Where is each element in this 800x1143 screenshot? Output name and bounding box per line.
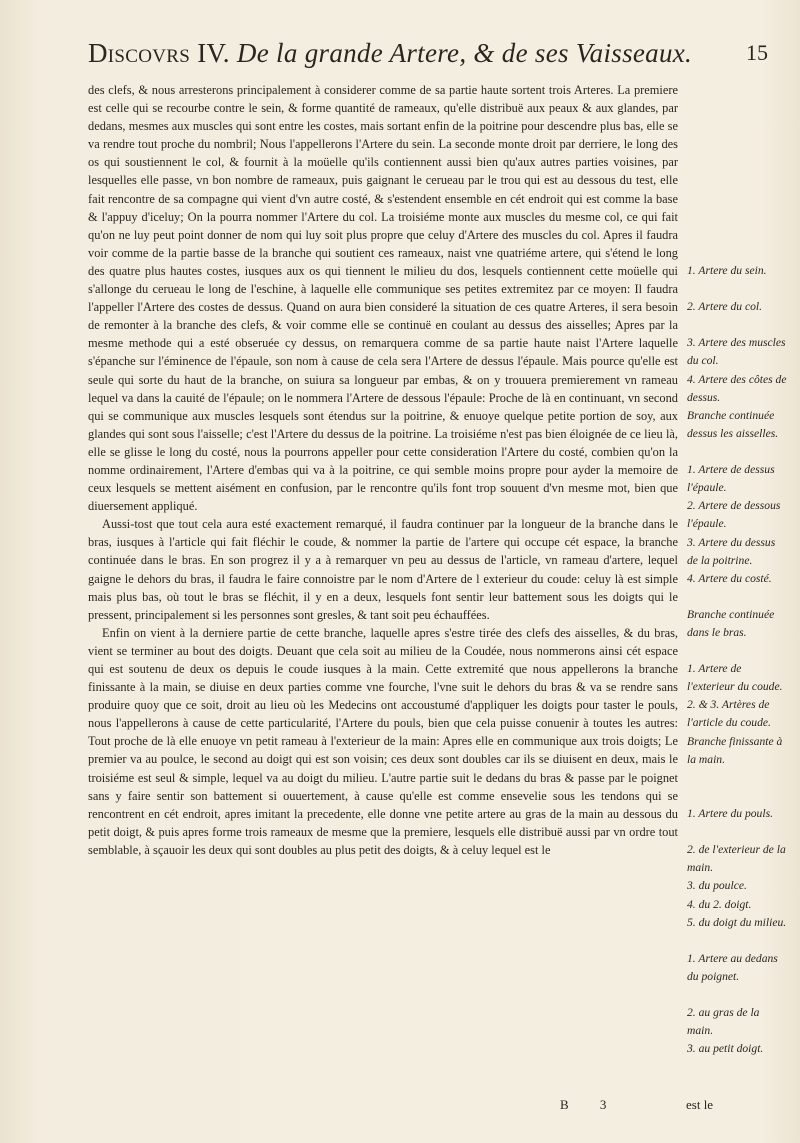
margin-note: 3. Artere des muscles du col. [687, 336, 786, 368]
running-head-roman: Discovrs IV. [88, 38, 230, 68]
running-head-italic: De la grande Artere, & de ses Vaisseaux. [236, 38, 693, 68]
margin-note: 1. Artere de l'exterieur du coude. [687, 662, 783, 694]
margin-note: 3. Artere du dessus de la poitrine. [687, 535, 776, 567]
margin-note: 1. Artere du sein. [687, 264, 767, 277]
margin-note: 3. du poulce. [687, 879, 747, 893]
margin-note: 1. Artere au dedans du poignet. [687, 951, 778, 983]
margin-note: 3. au petit doigt. [687, 1042, 764, 1056]
margin-note: Branche finissante à la main. [687, 734, 783, 766]
margin-note: Branche continuée dessus les aisselles. [687, 408, 779, 440]
catchword: est le [686, 1097, 714, 1112]
paragraph: des clefs, & nous arresterons principalement à considerer comme de sa partie haute sortent trois Arteres. La premiere est celle qui se recourbe contre le sein, & forme quantité de rameaux, qu'elle distribuë aux peaux & aux glandes, par dedans, mesmes aux muscles qui sont entre les costes, mais sortant enfin de la poitrine pour descendre plus bas, elle se va rendre tout proche du nombril; Nous l'appellerons l'Artere du sein. La seconde monte droit par derriere, le long des os qui soustiennent le col, & fournit à la moüelle qu'ils contiennent aussi bien qu'aux autres parties voisines, par lesquelles elle passe, vn bon nombre de rameaux, puis gaignant le cerueau par le trou qui est au dessous du test, elle fait rencontre de sa compagne qui vient d'vn autre costé, & s'estendent ensemble en cét endroit qui est comme la base & l'appuy d'iceluy; On la pourra nommer l'Artere du col. La troisiéme monte aux muscles du mesme col, ce qui fait qu'on ne luy peut point donner de nom qui luy soit plus propre que celuy d'Artere des muscles du col. Apres il faudra voir comme de la partie basse de la branche qui soutient ces rameaux, naist vne quatriéme artere, qui s'étend le long des quatre plus hautes costes, iusques aux os qui tiennent le milieu du dos, lesquels contiennent cette moüelle qui s'allonge du cerueau le long de l'eschine, à laquelle elle communique ses petites extremitez par ce moyen: Il faudra l'appeller l'Artere des costes de dessus. Quand on aura bien consideré la situation de ces quatre Arteres, il sera besoin de remonter à la branche des clefs, & voir comme elle se continuë en coulant au dessus des aisselles; Apres par la mesme methode qui a esté obseruée cy dessus, on remarquera comme de sa partie haute naist l'Artere laquelle s'épanche sur l'éminence de l'épaule, son nom à cause de cela sera l'Artere de dessus l'épaule. Mais pource qu'elle est seule qui sorte du haut de la branche, on suiura sa longueur par embas, & on y trouuera premierement vn rameau lequel va dans la cauité de l'épaule; on le nommera l'Artere de dessous l'épaule: Proche de là en continuant, vn second qui se communique aux muscles lesquels sont étendus sur la poitrine, & enuoye quelque petite portion de soy, aux glandes qui sont sous l'aisselle; c'est l'Artere du dessus de la poitrine. La troisiéme n'est pas bien éloignée de ce lieu là, elle se glisse le long du costé, nous la pourrons appeller pour cette consideration l'Artere du costé, combien qu'on la nomme ordinairement, l'Artere d'embas qui va à la poitrine, ce qui semble moins propre pour ayder la memoire de ceux lesquels se mettent aisément en confusion, par le rencontre qu'ils font trop souuent d'vn mesme mot, bien que diuersement appliqué. [88, 83, 678, 514]
margin-note: 2. Artere du col. [687, 300, 763, 314]
margin-note: Branche continuée dans le bras. [687, 607, 775, 639]
page-number: 15 [746, 40, 768, 65]
margin-note: 2. de l'exterieur de la main. [687, 843, 786, 875]
margin-note: 4. Artere des côtes de dessus. [687, 372, 787, 404]
margin-note: 2. & 3. Artères de l'article du coude. [687, 698, 771, 730]
margin-note: 4. Artere du costé. [687, 571, 772, 585]
paragraph: Enfin on vient à la derniere partie de cette branche, laquelle apres s'estre tirée des clefs des aisselles, & du bras, vient se terminer au bout des doigts. Deuant que cela soit au milieu de la Coudée, nous nommerons ainsi cét espace qui est soutenu de deux os depuis le coude iusques à la main. Cette extremité que nous appellerons la branche finissante à la main, se diuise en deux parties comme vne fourche, l'vne suit le dehors du bras & va se rendre sans produire quoy que ce soit, droit au lieu où les Medecins ont accoustumé d'appliquer les doigts pour taster le pouls, nous l'appellerons à cause de cette particularité, l'Artere du pouls, bien que cela puisse conuenir à toutes les autres: Tout proche de là elle enuoye vn petit rameau à l'exterieur de la main: Apres elle en communique aux trois doigts; Le premier va au poulce, le second au doigt qui est son voisin; ces deux sont doubles car ils se diuisent en deux, mais le troisiéme est seul & simple, lequel va au doigt du milieu. L'autre partie suit le dedans du bras & passe par le poignet sans y faire sentir son battement si ouuertement, à cause qu'elle est comme ensevelie sous les tendons qui se rencontrent en cét endroit, apres imitant la precedente, elle donne vne petite artere au gras de la main au dessous du petit doigt, & puis apres forme trois rameaux de mesme que la premiere, lesquels elle distribuë aussi par vn ordre tout semblable, à sçauoir les deux qui sont doubles au plus petit des doigts, & à celuy lequel est le [88, 625, 678, 857]
page-header [88, 38, 768, 78]
signature-mark: B 3 [560, 1097, 621, 1112]
margin-note: 2. au gras de la main. [687, 1006, 760, 1038]
margin-note: 5. du doigt du milieu. [687, 915, 787, 929]
paragraph: Aussi-tost que tout cela aura esté exactement remarqué, il faudra continuer par la longueur de la branche dans le bras, iusques à l'article qui fait fléchir le coude, & nommer la partie de l'artere qui occupe cét espace, la branche continuée dans le bras. En son progrez il y a à remarquer vn peu au dessus de l'article, vn rameau d'artere, lequel gaigne le dehors du bras, il faudra le faire connoistre par le nom d'Artere de l exterieur du coude: celuy là est simple mais plus bas, où tout le bras se fléchit, il y en a deux, lesquels font sentir leur battement sous les doigts qui le pressent, principalement si les personnes sont gresles, & tant soit peu échauffées. [88, 517, 678, 622]
margin-note: 4. du 2. doigt. [687, 897, 752, 911]
body-text [88, 81, 678, 859]
margin-note: 1. Artere du pouls. [687, 807, 773, 820]
running-head [88, 38, 692, 69]
margin-note: 2. Artere de dessous l'épaule. [687, 499, 781, 531]
margin-note: 1. Artere de dessus l'épaule. [687, 463, 775, 495]
